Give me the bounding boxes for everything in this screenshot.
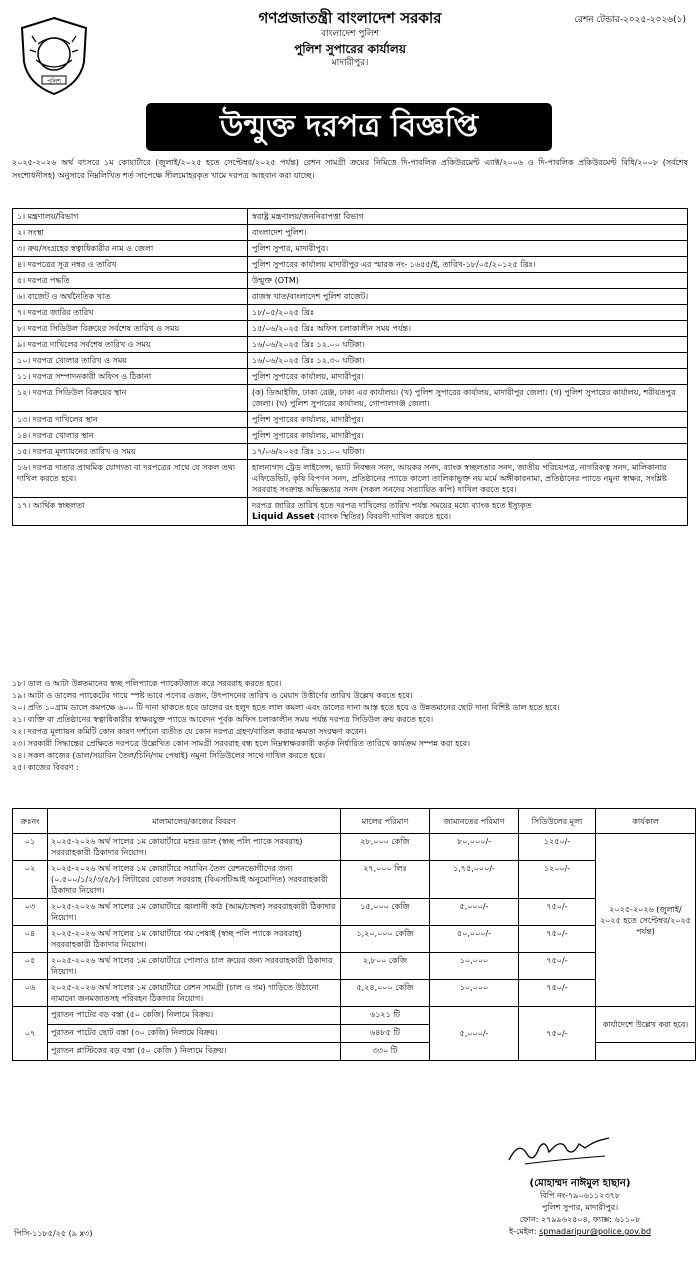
info-value-text: (ব্যাংক স্থিতির) বিবরণী দাখিল করতে হবে। xyxy=(316,512,452,521)
row-description: ২০২৫-২০২৬ অর্থ সালের ১ম কোয়ার্টারে পোলাও চাল ক্রয়ের জন্য সরবরাহকারী ঠিকাদার নিয়োগ। xyxy=(48,953,341,980)
row-quantity: ৬১২১ টি xyxy=(341,1007,430,1025)
info-row xyxy=(13,337,688,353)
intro-paragraph: ২০২৫-২০২৬ অর্থ বৎসরে ১ম কোয়ার্টারে (জুলাই/২০২৫ হতে সেপ্টেম্বর/২০২৫ পর্যন্ত) রেশন সামগ্রী ক্রয়ের নিমিত্তে দি-পাবলিক প্রকিউরমেন্ট এ্যাক্ট/২০০৬ ও দি-পাবলিক প্রকিউরমেন্ট বিধি/২০০৮ (সর্বশেষ সংশোধনীসহ) অনুসারে নিম্নলিখিত শর্ত সাপেক্ষে সীলমোহরকৃত খামে দরপত্র আহবান করা যাচ্ছে। xyxy=(12,158,688,180)
row-description: ২০২৫-২০২৬ অর্থ সালের ১ম কোয়ার্টারে জ্বালানী কাঠ (আম/চাম্বল) সরবরাহকারী ঠিকাদার নিয়োগ। xyxy=(48,899,341,926)
info-value: ১৫/০৬/২০২৫ খ্রিঃ অফিস চলাকালীন সময় পর্যন্ত। xyxy=(248,321,688,337)
info-value: ১৬/০৬/২০২৫ খ্রিঃ ১২.৩০ ঘটিকা। xyxy=(248,353,688,369)
info-value: ১৬/০৬/২০২৫ খ্রিঃ ১২.০০ ঘটিকা। xyxy=(248,337,688,353)
info-value: হালনাগাদ ট্রেড লাইসেন্স, ভ্যাট নিবন্ধন সনদ, আয়কর সনদ, ব্যাংক স্বচ্ছলতার সনদ, জাতীয় পরিচয়পত্র, নাগরিকত্ব সনদ, মালিকানার এফিডেভিট, কৃষি বিপণন সনদ, প্রতিষ্ঠানের প্যাডে কালো তালিকাভুক্ত নয় মর্মে অঙ্গীকারনামা, প্রতিষ্ঠানের প্যাডে নমুনা স্বাক্ষর, সংশ্লিষ্ট সরবরাহ সংক্রান্ত অভিজ্ঞতার সনদ (সকল সনদের সত্যায়িত কপি) দাখিল করতে হবে। xyxy=(248,460,688,498)
info-label: ১। মন্ত্রণালয়/বিভাগ xyxy=(13,209,248,225)
row-quantity: ২৭,০০০ লিঃ xyxy=(341,861,430,899)
row-quantity: ২,৮০০ কেজি xyxy=(341,953,430,980)
row-schedule-fee: ৭৫০/- xyxy=(519,1007,596,1061)
row-serial: ০৫ xyxy=(13,953,48,980)
header-quantity: মালের পরিমাণ xyxy=(341,809,430,834)
signatory-phone: ফোন: ২৭৯৯৬২৫০৪, ফ্যাক্স: ৬১১০৮ xyxy=(519,1215,641,1224)
signatory-bp: বিপি নং-৭৯০৬১১২৩৭৮ xyxy=(539,1191,621,1200)
condition-item: ২৫। কাজের বিবরণ : xyxy=(12,763,79,772)
condition-item: ২০। প্রতি ১০গ্রাম ডালে কমপক্ষে ৬০০ টি দানা থাকতে হবে ডালের রং হলুদ হতে লাল কমলা এবং ডালের দানা আস্ত হতে হবে ও উন্নতমানের ছোট দানা বিশিষ্ট ডাল হতে হবে। xyxy=(12,703,560,712)
row-serial: ০৬ xyxy=(13,980,48,1007)
row-serial: ০৭ xyxy=(13,1007,48,1061)
info-row xyxy=(13,289,688,305)
info-value: বাংলাদেশ পুলিশ। xyxy=(248,225,688,241)
info-label: ১১। দরপত্র সম্পাদনকারী অফিস ও ঠিকানা xyxy=(13,369,248,385)
info-label: ৯। দরপত্র দাখিলের সর্বশেষ তারিখ ও সময় xyxy=(13,337,248,353)
row-quantity: ১৫,০০০ কেজি xyxy=(341,899,430,926)
police-emblem-icon xyxy=(14,14,94,98)
info-label: ৩। ক্রয়/সংগ্রহের স্বত্বাধিকারীর নাম ও জেলা xyxy=(13,241,248,257)
row-description: পুরাতন পাটের বড় বস্তা (৫০ কেজি) নিলামে বিক্রয়। xyxy=(48,1007,341,1025)
row-schedule-fee: ৭৫০/- xyxy=(519,980,596,1007)
print-code: পিসি-১১৮৫/২৫ (৯ x৩) xyxy=(14,1229,93,1238)
info-label: ২। সংস্থা xyxy=(13,225,248,241)
info-label: ১৫। দরপত্র মূল্যায়নের তারিখ ও সময় xyxy=(13,444,248,460)
letterhead xyxy=(190,8,510,70)
row-deposit: ১০,০০০ xyxy=(430,953,519,980)
office-place: মাদারীপুর। xyxy=(331,58,369,68)
department-name: বাংলাদেশ পুলিশ xyxy=(320,29,380,39)
info-label: ১৩। দরপত্র দাখিলের স্থান xyxy=(13,412,248,428)
info-value xyxy=(248,498,688,526)
row-description: ২০২৫-২০২৬ অর্থ সালের ১ম কোয়ার্টারে গম পেষাই (স্বচ্ছ পলি প্যাকে সরবরাহ) সরবরাহকারী ঠিকাদার নিয়োগ। xyxy=(48,926,341,953)
info-label: ৮। দরপত্র সিডিউল বিক্রয়ের সর্বশেষ তারিখ ও সময় xyxy=(13,321,248,337)
work-description-table xyxy=(12,808,696,1061)
info-row xyxy=(13,460,688,498)
row-description: ২০২৫-২০২৬ অর্থ সালের ১ম কোয়ার্টারে সয়াবিন তৈল রেশনভোগীদের জন্য (০.৫০০/১/২/৩/৫/৮) লিটারের বোতল সরবরাহ (বিএসটিআই অনুমোদিত) সরবরাহকারী ঠিকাদার নিয়োগ। xyxy=(48,861,341,899)
info-label: ৬। বাজেট ও অর্থনৈতিক খাত xyxy=(13,289,248,305)
info-value: ১৮/০৫/২০২৫ খ্রিঃ xyxy=(248,305,688,321)
row-description: পুরাতন প্লাস্টিকের বড় বস্তা (৫০ কেজি ) নিলামে বিক্রয়। xyxy=(48,1043,341,1061)
row-serial: ০৪ xyxy=(13,926,48,953)
row-deposit: ১০,০০০ xyxy=(430,980,519,1007)
info-value: পুলিশ সুপার, মাদারীপুর। xyxy=(248,241,688,257)
row-deposit: ৫,০০০/- xyxy=(430,899,519,926)
info-row xyxy=(13,353,688,369)
info-row xyxy=(13,321,688,337)
condition-item: ২৪। সকল কাজের (ডাল/সয়াবিন তৈল/চিনি/গম পেষাই) নমুনা সিডিউলের সাথে দাখিল করতে হবে। xyxy=(12,751,326,760)
row-quantity: ৬৪৮৫ টি xyxy=(341,1025,430,1043)
info-label: ১০। দরপত্র খোলার তারিখ ও সময় xyxy=(13,353,248,369)
info-row xyxy=(13,444,688,460)
info-value: পুলিশ সুপারের কার্যালয়, মাদারীপুর। xyxy=(248,369,688,385)
info-label: ১২। দরপত্র সিডিউল বিক্রয়ের স্থান xyxy=(13,385,248,412)
condition-item: ২২। দরপত্র মূল্যায়ন কমিটি কোন কারণ দর্শানো ব্যতীত যে কোন দরপত্র গ্রহণ/বাতিল করার ক্ষমতা সংরক্ষণ করেন। xyxy=(12,727,367,736)
info-label: ১৪। দরপত্র খোলার স্থান xyxy=(13,428,248,444)
row-schedule-fee: ৭৫০/- xyxy=(519,926,596,953)
condition-item: ২৩। সরকারী সিদ্ধান্তের প্রেক্ষিতে দরপত্রে উল্লেখিত কোন সামগ্রী সরবরাহ বন্ধ হলে নিম্নস্বাক্ষরকারী কর্তৃক নির্ধারিত তারিখে কার্যক্রম সম্পন্ন করা হবে। xyxy=(12,739,470,748)
notice-banner: উন্মুক্ত দরপত্র বিজ্ঞপ্তি xyxy=(146,103,552,151)
svg-text:পুলিশ: পুলিশ xyxy=(47,78,61,85)
info-label: ৫। দরপত্র পদ্ধতি xyxy=(13,273,248,289)
row-quantity: ৫,২৪,০০০ কেজি xyxy=(341,980,430,1007)
info-value: ১৭/০৬/২০২৫ খ্রিঃ ১১.০০ ঘটিকা। xyxy=(248,444,688,460)
info-row xyxy=(13,369,688,385)
email-label: ই-মেইল: xyxy=(508,1227,537,1236)
info-value: পুলিশ সুপারের কার্যালয়, মাদারীপুর। xyxy=(248,428,688,444)
row-period-empty xyxy=(596,1043,696,1061)
header-schedule-fee: সিডিউলের মূল্য xyxy=(519,809,596,834)
info-label: ১৭। আর্থিক স্বচ্ছলতা xyxy=(13,498,248,526)
header-deposit: জামানতের পরিমাণ xyxy=(430,809,519,834)
signatory-block xyxy=(470,1178,690,1238)
office-name: পুলিশ সুপারের কার্যালয় xyxy=(294,42,406,56)
row-serial: ০২ xyxy=(13,861,48,899)
table-row xyxy=(13,899,696,926)
info-label: ৭। দরপত্র জারির তারিখ xyxy=(13,305,248,321)
info-value: রাজস্ব খাত/বাংলাদেশ পুলিশ বাজেট। xyxy=(248,289,688,305)
info-row xyxy=(13,305,688,321)
government-title: গণপ্রজাতন্ত্রী বাংলাদেশ সরকার xyxy=(258,9,442,27)
info-label: ১৬। দরপত্র দাতার প্রাথমিক যোগ্যতা বা দরপত্রের সাথে যে সকল তথ্য দাখিল করতে হবে। xyxy=(13,460,248,498)
row-schedule-fee: ৭৫০/- xyxy=(519,899,596,926)
row-description: ২০২৫-২০২৬ অর্থ সালের ১ম কোয়ার্টারে রেশন সামগ্রী (চাল ও গম) গাড়িতে উঠানো নামানো জনমজাতসহ পরিবহন ঠিকাদার নিয়োগ। xyxy=(48,980,341,1007)
email-link[interactable]: spmadaripur@police.gov.bd xyxy=(539,1227,652,1236)
info-row xyxy=(13,209,688,225)
signatory-name: (মোহাম্মদ নাঈমুল হাছান) xyxy=(529,1178,631,1189)
row-serial: ০৩ xyxy=(13,899,48,926)
row-schedule-fee: ৭৫০/- xyxy=(519,953,596,980)
table-row xyxy=(13,1007,696,1025)
info-value: (ক) ডিআইজি, ঢাকা রেঞ্জ, ঢাকা এর কার্যালয়। (খ) পুলিশ সুপারের কার্যালয়, মাদারীপুর জেলা। (গ) পুলিশ সুপারের কার্যালয়, শরীয়তপুর জেলা। (ঘ) পুলিশ সুপারের কার্যালয়, গোপালগঞ্জ জেলা। xyxy=(248,385,688,412)
info-value-text: দরপত্র জারির তারিখ হতে দরপত্র দাখিলের তারিখ পর্যন্ত সময়ের মধ্যে ব্যাংক হতে ইস্যুকৃত xyxy=(252,501,532,510)
liquid-asset-term: Liquid Asset xyxy=(252,512,315,522)
info-row xyxy=(13,225,688,241)
header-period: কার্যকাল xyxy=(596,809,696,834)
table-row xyxy=(13,861,696,899)
signatory-designation: পুলিশ সুপার, মাদারীপুর। xyxy=(541,1203,619,1212)
work-table-header xyxy=(13,809,696,834)
info-value: পুলিশ সুপারের কার্যালয়, মাদারীপুর। xyxy=(248,412,688,428)
signature-image xyxy=(505,1120,615,1170)
row-description: ২০২৫-২০২৬ অর্থ সালের ১ম কোয়ার্টারে মশুর ডাল (স্বচ্ছ পলি প্যাকে সরবরাহ) সরবরাহকারী ঠিকাদার নিয়োগ। xyxy=(48,834,341,861)
header-description: মালামালের/কাজের বিবরণ xyxy=(48,809,341,834)
table-row xyxy=(13,953,696,980)
info-value: স্বরাষ্ট্র মন্ত্রণালয়/জননিরাপত্তা বিভাগ xyxy=(248,209,688,225)
row-period: ২০২৫-২০২৬ (জুলাই/২০২৫ হতে সেপ্টেম্বর/২০২৫ পর্যন্ত) xyxy=(596,834,696,1007)
table-row xyxy=(13,834,696,861)
row-deposit: ৮০,০০০/- xyxy=(430,834,519,861)
info-row xyxy=(13,412,688,428)
info-row xyxy=(13,257,688,273)
info-label: ৪। দরপত্রের সূত্র নম্বর ও তারিখ xyxy=(13,257,248,273)
info-value: পুলিশ সুপারের কার্যালয় মাদারীপুর এর স্মারক নং- ১৬৫৫/ই, তারিখ-১৮/০৫/২০১২৫ খ্রিঃ। xyxy=(248,257,688,273)
row-deposit: ৫০,০০০/- xyxy=(430,926,519,953)
condition-item: ১৮। ডাল ও আটা উন্নতমানের স্বচ্ছ পলিপ্যাকে প্যাকেটজাত করে সরবরাহ করতে হবে। xyxy=(12,679,282,688)
condition-item: ১৯। আটা ও ডালের প্যাকেটের গায়ে স্পষ্ট ভাবে পণ্যের ওজন, উৎপাদনের তারিখ ও মেয়াদ উত্তীর্ণের তারিখ উল্লেখ করতে হবে। xyxy=(12,691,413,700)
row-deposit: ৫,০০০/- xyxy=(430,1007,519,1061)
row-schedule-fee: ১২৫০/- xyxy=(519,834,596,861)
tender-info-table xyxy=(12,208,688,526)
row-serial: ০১ xyxy=(13,834,48,861)
table-row xyxy=(13,980,696,1007)
info-row xyxy=(13,385,688,412)
conditions-list xyxy=(12,678,688,774)
row-period: কার্যাদেশে উল্লেখ করা হবে। xyxy=(596,1007,696,1043)
info-row xyxy=(13,241,688,257)
row-quantity: ৩৩০ টি xyxy=(341,1043,430,1061)
info-row xyxy=(13,273,688,289)
info-row xyxy=(13,498,688,526)
info-value: উন্মুক্ত (OTM) xyxy=(248,273,688,289)
row-deposit: ১,৭৫,০০০/- xyxy=(430,861,519,899)
row-schedule-fee: ১২০০/- xyxy=(519,861,596,899)
row-quantity: ২৮,০০০ কেজি xyxy=(341,834,430,861)
reference-number: রেশন টেন্ডার-২০২৫-২০২৬(১) xyxy=(574,15,686,25)
info-row xyxy=(13,428,688,444)
row-description: পুরাতন পাটের ছোট বস্তা (৩০ কেজি) নিলামে বিক্রয়। xyxy=(48,1025,341,1043)
condition-item: ২১। ব্যক্তি বা প্রতিষ্ঠানের স্বত্বাধিকারীর স্বাক্ষরযুক্ত প্যাডে আবেদন পূর্বক অফিস চলাকালীন সময় পর্যন্ত দরপত্র সিডিউল ক্রয় করতে হবে। xyxy=(12,715,434,724)
header-serial: ক্রঃনং xyxy=(13,809,48,834)
row-quantity: ১,২০,০০০ কেজি xyxy=(341,926,430,953)
table-row xyxy=(13,926,696,953)
